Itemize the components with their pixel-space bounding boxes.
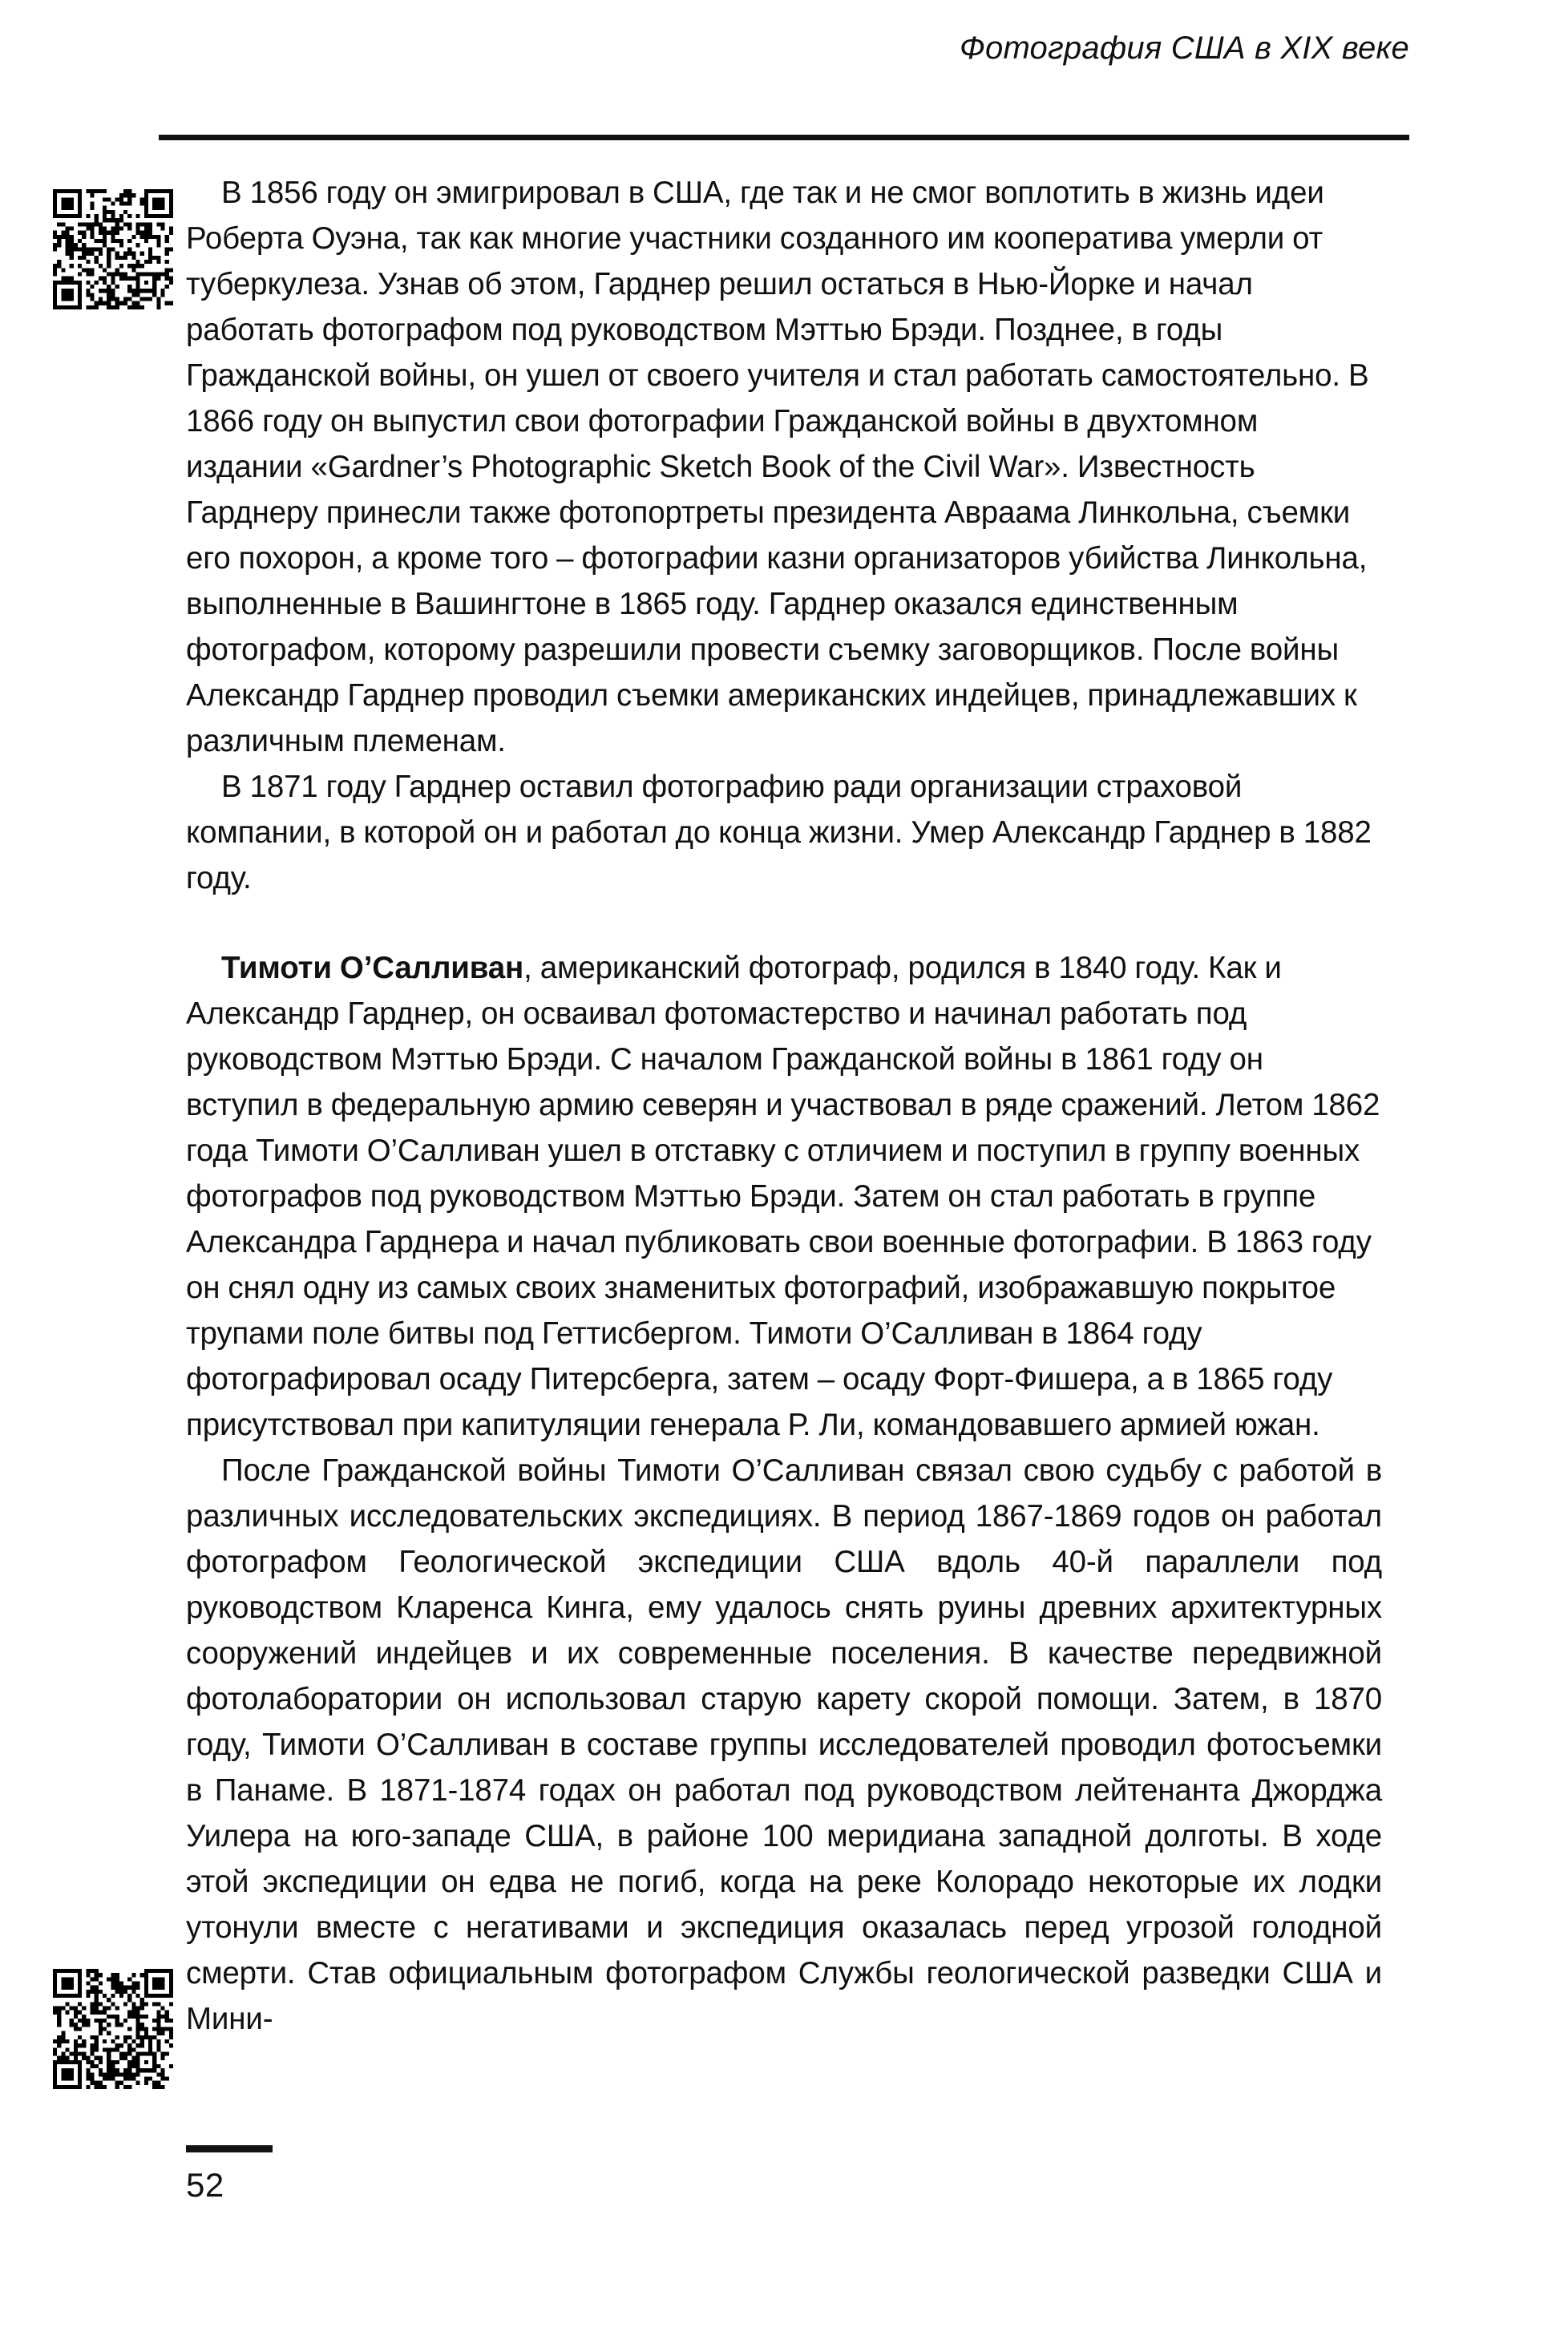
running-header: Фотография США в XIX веке xyxy=(960,30,1409,66)
para-osullivan-intro-lead: Тимоти О’Салливан xyxy=(221,951,524,985)
header-rule xyxy=(159,135,1409,140)
para-gardner-emigration: В 1856 году он эмигрировал в США, где так и не смог воплотить в жизнь идеи Роберта Оуэна, так как многие участники созданного им кооператива умерли от туберкулеза. Узнав об этом, Гарднер решил остаться в Нью-Йорке и начал работать фотографом под руководством Мэттью Брэди. Позднее, в годы Гражданской войны, он ушел от своего учителя и стал работать самостоятельно. В 1866 году он выпустил свои фотографии Гражданской войны в двухтомном издании «Gardner’s Photographic Sketch Book of the Civil War». Известность Гарднеру принесли также фотопортреты президента Авраама Линкольна, съемки его похорон, а кроме того – фотографии казни организаторов убийства Линкольна, выполненные в Вашингтоне в 1865 году. Гарднер оказался единственным фотографом, которому разрешили провести съемку заговорщиков. После войны Александр Гарднер проводил съемки американских индейцев, принадлежавших к различным племенам. xyxy=(186,176,1369,758)
page-number: 52 xyxy=(186,2166,224,2204)
para-osullivan-intro: Тимоти О’Салливан, американский фотограф, родился в 1840 году. Как и Александр Гарднер, он осваивал фотомастерство и начинал работать под руководством Мэттью Брэди. С началом Гражданской войны в 1861 году он вступил в федеральную армию северян и участвовал в ряде сражений. Летом 1862 года Тимоти О’Салливан ушел в отставку с отличием и поступил в группу военных фотографов под руководством Мэттью Брэди. Затем он стал работать в группе Александра Гарднера и начал публиковать свои военные фотографии. В 1863 году он снял одну из самых своих знаменитых фотографий, изображавшую покрытое трупами поле битвы под Геттисбергом. Тимоти О’Салливан в 1864 году фотографировал осаду Питерсберга, затем – осаду Форт-Фишера, а в 1865 году присутствовал при капитуляции генерала Р. Ли, командовавшего армией южан. xyxy=(186,951,1380,1442)
qr-code-top xyxy=(53,189,173,309)
para-osullivan-expeditions: После Гражданской войны Тимоти О’Салливан связал свою судьбу с работой в различных исследовательских экспедициях. В период 1867-1869 годов он работал фотографом Геологической экспедиции США вдоль 40-й параллели под руководством Кларенса Кинга, ему удалось снять руины древних архитектурных сооружений индейцев и их современные поселения. В качестве передвижной фотолаборатории он использовал старую карету скорой помощи. Затем, в 1870 году, Тимоти О’Салливан в составе группы исследователей проводил фотосъемки в Панаме. В 1871-1874 годах он работал под руководством лейтенанта Джорджа Уилера на юго-западе США, в районе 100 меридиана западной долготы. В ходе этой экспедиции он едва не погиб, когда на реке Колорадо некоторые их лодки утонули вместе с негативами и экспедиция оказалась перед угрозой голодной смерти. Став официальным фотографом Службы геологической разведки США и Мини- xyxy=(186,1453,1382,2036)
para-gardner-insurance: В 1871 году Гарднер оставил фотографию ради организации страховой компании, в которой он и работал до конца жизни. Умер Александр Гарднер в 1882 году. xyxy=(186,770,1372,895)
footer-rule xyxy=(186,2145,273,2152)
qr-code-bottom xyxy=(53,1969,173,2089)
body-text-column xyxy=(186,170,1382,2088)
